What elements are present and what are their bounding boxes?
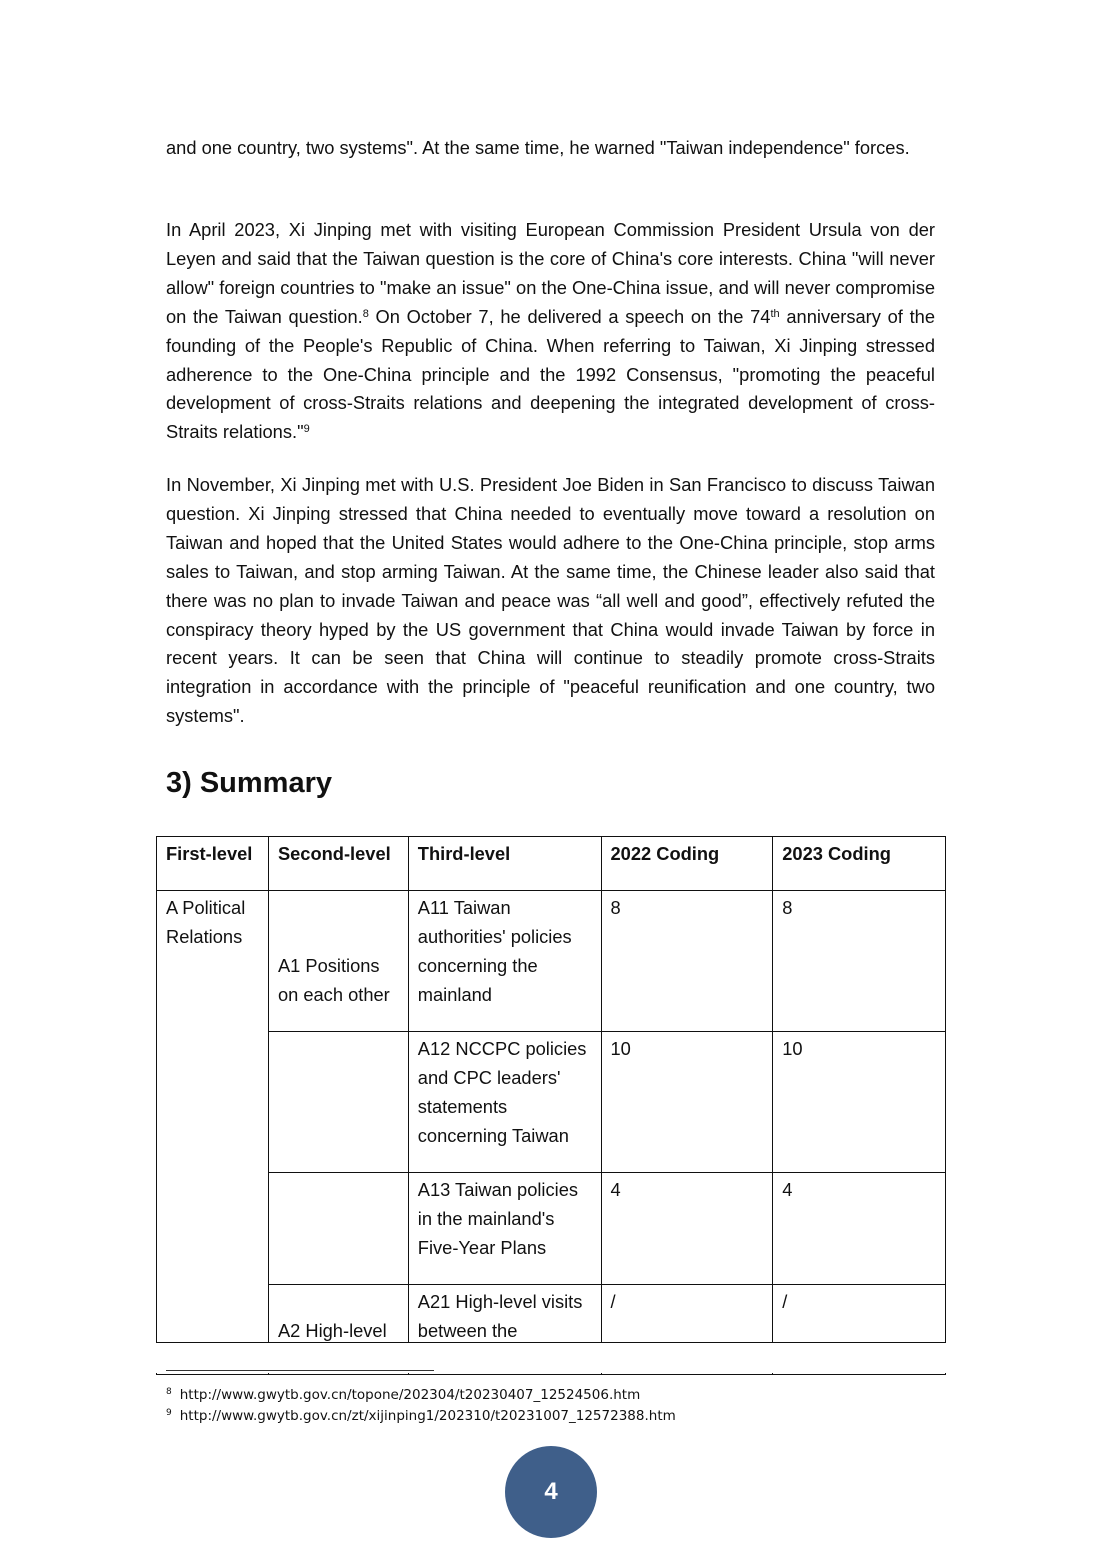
cell-third-level: A11 Taiwan authorities' policies concerning the mainland xyxy=(408,891,601,1032)
footnote-ref-9[interactable]: 9 xyxy=(303,423,310,436)
cell-2023-coding: 10 xyxy=(773,1032,946,1173)
cell-2022-coding: 4 xyxy=(601,1173,773,1285)
footnote-separator xyxy=(166,1370,434,1371)
ordinal-suffix: th xyxy=(770,307,780,320)
paragraph-2-part-b: On October 7, he delivered a speech on the 74 xyxy=(368,305,771,327)
cell-second-level xyxy=(268,1032,408,1173)
header-first-level: First-level xyxy=(157,837,269,891)
cell-2022-coding: 10 xyxy=(601,1032,773,1173)
header-second-level: Second-level xyxy=(268,837,408,891)
header-third-level: Third-level xyxy=(408,837,601,891)
cell-2023-coding: 4 xyxy=(773,1173,946,1285)
footnote-ref-8[interactable]: 8 xyxy=(362,307,369,320)
footnote-8 xyxy=(166,1382,640,1405)
cell-2023-coding: 8 xyxy=(773,891,946,1032)
cell-second-level: A1 Positions on each other xyxy=(268,891,408,1032)
table-row xyxy=(157,891,946,1032)
table-bottom-border xyxy=(156,1342,946,1343)
section-heading: 3) Summary xyxy=(166,767,333,799)
cell-second-level: A2 High-level xyxy=(268,1285,408,1375)
footnote-mark: 8 xyxy=(166,1387,172,1397)
page-number-badge: 4 xyxy=(505,1446,597,1538)
header-2023-coding: 2023 Coding xyxy=(773,837,946,891)
cell-third-level: A21 High-level visits between the xyxy=(408,1285,601,1375)
cell-third-level: A12 NCCPC policies and CPC leaders' statements concerning Taiwan xyxy=(408,1032,601,1173)
table-header-row xyxy=(157,837,946,891)
page-break-mask xyxy=(150,1343,960,1373)
table-row xyxy=(157,1032,946,1173)
summary-table xyxy=(156,836,946,1375)
footnote-mark: 9 xyxy=(166,1408,172,1418)
footnote-link[interactable]: http://www.gwytb.gov.cn/zt/xijinping1/202310/t20231007_12572388.htm xyxy=(179,1408,676,1424)
cell-third-level: A13 Taiwan policies in the mainland's Five-Year Plans xyxy=(408,1173,601,1285)
cell-first-level: A Political Relations xyxy=(157,891,269,1375)
paragraph-2 xyxy=(166,216,935,447)
paragraph-2-part-c: anniversary of the founding of the People's Republic of China. When referring to Taiwan, Xi Jinping stressed adherence to the One-China principle and the 1992 Consensus, "promoting the peaceful development of cross-Straits relations and deepening the integrated development of cross-Straits relations." xyxy=(166,305,935,443)
footnote-9 xyxy=(166,1403,676,1426)
header-2022-coding: 2022 Coding xyxy=(601,837,773,891)
paragraph-3: In November, Xi Jinping met with U.S. President Joe Biden in San Francisco to discuss Taiwan question. Xi Jinping stressed that China needed to eventually move toward a resolution on Taiwan and hoped that the United States would adhere to the One-China principle, stop arms sales to Taiwan, and stop arming Taiwan. At the same time, the Chinese leader also said that there was no plan to invade Taiwan and peace was “all well and good”, effectively refuted the conspiracy theory hyped by the US government that China would invade Taiwan by force in recent years. It can be seen that China will continue to steadily promote cross-Straits integration in accordance with the principle of "peaceful reunification and one country, two systems". xyxy=(166,474,935,727)
paragraph-2-part-a: In April 2023, Xi Jinping met with visiting European Commission President Ursula von der Leyen and said that the Taiwan question is the core of China's core interests. China "will never allow" foreign countries to "make an issue" on the One-China issue, and will never compromise on the Taiwan question. xyxy=(166,219,935,327)
cell-2022-coding: 8 xyxy=(601,891,773,1032)
table-row xyxy=(157,1173,946,1285)
footnote-link[interactable]: http://www.gwytb.gov.cn/topone/202304/t20230407_12524506.htm xyxy=(179,1387,641,1403)
cell-2023-coding: / xyxy=(773,1285,946,1375)
paragraph-1: and one country, two systems". At the same time, he warned "Taiwan independence" forces. xyxy=(166,137,910,158)
cell-2022-coding: / xyxy=(601,1285,773,1375)
cell-second-level xyxy=(268,1173,408,1285)
